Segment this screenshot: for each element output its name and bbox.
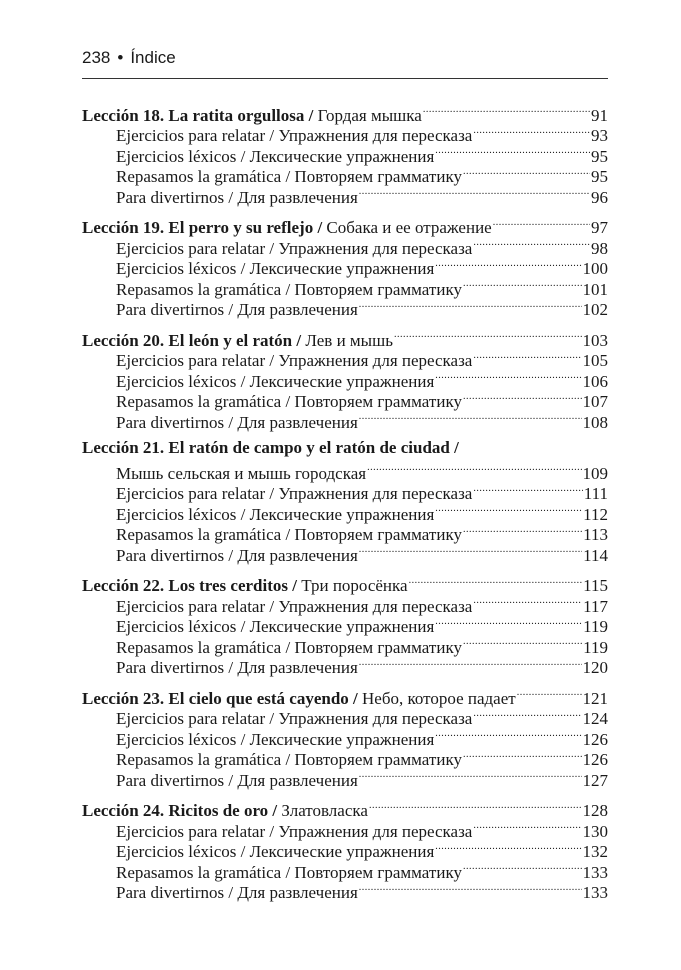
dot-leader bbox=[463, 387, 582, 408]
subentry-label: Para divertirnos / Для развлечения bbox=[116, 658, 358, 677]
lesson-title: Lección 19. El perro y su reflejo / bbox=[82, 218, 323, 237]
lesson-title: Lección 22. Los tres cerditos / bbox=[82, 576, 297, 595]
page-ref: 133 bbox=[582, 862, 608, 882]
page-ref: 119 bbox=[583, 637, 608, 657]
subentry-label: Repasamos la gramática / Повторяем грамматику bbox=[116, 392, 462, 411]
lesson-title: Lección 21. El ratón de campo y el ratón de ciudad / bbox=[82, 437, 459, 457]
dot-leader bbox=[435, 366, 581, 387]
subentry-label: Repasamos la gramática / Повторяем грамматику bbox=[116, 525, 462, 544]
table-of-contents bbox=[82, 100, 608, 908]
lesson-entry bbox=[82, 796, 608, 902]
page-ref: 115 bbox=[583, 576, 608, 595]
page-ref: 109 bbox=[582, 463, 608, 483]
subentry-label: Ejercicios léxicos / Лексические упражнения bbox=[116, 371, 435, 391]
subentry-label: Ejercicios léxicos / Лексические упражнения bbox=[116, 259, 435, 278]
subentry-label: Ejercicios para relatar / Упражнения для пересказа bbox=[116, 596, 473, 616]
page-ref: 101 bbox=[582, 279, 608, 299]
dot-leader bbox=[435, 612, 582, 633]
dot-leader bbox=[359, 540, 582, 561]
lesson-entry bbox=[82, 100, 608, 207]
dot-leader bbox=[394, 325, 582, 346]
page-ref: 108 bbox=[582, 412, 608, 432]
lesson-title-line bbox=[82, 796, 608, 820]
dot-leader bbox=[435, 254, 581, 275]
dot-leader bbox=[435, 837, 581, 858]
dot-leader bbox=[473, 233, 590, 254]
page-ref: 91 bbox=[591, 105, 608, 125]
page-ref: 95 bbox=[591, 146, 608, 166]
page-ref: 93 bbox=[591, 126, 608, 145]
lesson-entry bbox=[82, 325, 608, 432]
page-ref: 126 bbox=[582, 750, 608, 769]
section-title: Índice bbox=[130, 48, 176, 67]
dot-leader bbox=[359, 765, 582, 786]
dot-leader bbox=[517, 683, 582, 704]
subentry-label: Repasamos la gramática / Повторяем грамматику bbox=[116, 862, 462, 882]
dot-leader bbox=[369, 796, 582, 817]
subentry-label: Repasamos la gramática / Повторяем грамматику bbox=[116, 750, 462, 769]
dot-leader bbox=[423, 100, 590, 121]
dot-leader bbox=[359, 407, 582, 428]
subentry-label: Ejercicios léxicos / Лексические упражнения bbox=[116, 842, 435, 861]
page-ref: 130 bbox=[582, 821, 608, 841]
page-ref: 113 bbox=[583, 525, 608, 544]
dot-leader bbox=[473, 346, 581, 367]
page-ref: 126 bbox=[582, 729, 608, 749]
dot-leader bbox=[359, 295, 582, 316]
dot-leader bbox=[473, 704, 581, 725]
subentry-label: Para divertirnos / Для развлечения bbox=[116, 770, 358, 790]
dot-leader bbox=[409, 571, 583, 592]
page-ref: 103 bbox=[582, 330, 608, 350]
page-ref: 111 bbox=[583, 484, 608, 503]
lesson-title-line bbox=[82, 213, 608, 237]
lesson-subtitle: Небо, которое падает bbox=[362, 688, 516, 708]
dot-leader bbox=[359, 878, 582, 899]
subentry-label: Ejercicios para relatar / Упражнения для пересказа bbox=[116, 351, 473, 370]
lesson-entry bbox=[82, 683, 608, 790]
page-ref: 100 bbox=[582, 259, 608, 278]
lesson-title-line bbox=[82, 325, 608, 350]
dot-leader bbox=[463, 274, 582, 295]
subentry-label: Ejercicios para relatar / Упражнения для пересказа bbox=[116, 126, 473, 145]
lesson-title-line bbox=[82, 683, 608, 708]
lesson-title: Lección 20. El león y el ratón / bbox=[82, 330, 302, 350]
subentry-label: Repasamos la gramática / Повторяем грамматику bbox=[116, 637, 462, 657]
dot-leader bbox=[463, 162, 590, 183]
subentry-label: Ejercicios para relatar / Упражнения для пересказа bbox=[116, 821, 473, 841]
lesson-subtitle: Собака и ее отражение bbox=[326, 218, 492, 237]
lesson-title-line bbox=[82, 438, 608, 459]
dot-leader bbox=[359, 653, 582, 674]
lesson-subtitle: Златовласка bbox=[281, 801, 368, 820]
subentry-label: Ejercicios léxicos / Лексические упражнения bbox=[116, 729, 435, 749]
subentry-label: Ejercicios léxicos / Лексические упражнения bbox=[116, 146, 435, 166]
dot-leader bbox=[359, 182, 590, 203]
lesson-title-continuation-line bbox=[82, 458, 608, 483]
subentry-label: Ejercicios léxicos / Лексические упражнения bbox=[116, 504, 435, 524]
subentry-label: Para divertirnos / Для развлечения bbox=[116, 545, 358, 565]
page-ref: 128 bbox=[582, 801, 608, 820]
header-rule bbox=[82, 78, 608, 79]
lesson-title: Lección 23. El cielo que está cayendo / bbox=[82, 688, 358, 708]
page-ref: 98 bbox=[591, 238, 608, 258]
subentry-label: Para divertirnos / Для развлечения bbox=[116, 412, 358, 432]
dot-leader bbox=[435, 141, 590, 162]
running-header bbox=[82, 46, 608, 70]
lesson-subtitle: Три поросёнка bbox=[301, 576, 408, 595]
dot-leader bbox=[473, 816, 581, 837]
page-ref: 124 bbox=[582, 709, 608, 728]
lesson-entry bbox=[82, 437, 608, 565]
lesson-entry bbox=[82, 571, 608, 677]
subentry-label: Repasamos la gramática / Повторяем грамматику bbox=[116, 167, 462, 186]
page-ref: 96 bbox=[591, 187, 608, 207]
page-ref: 132 bbox=[582, 842, 608, 861]
lesson-entry bbox=[82, 213, 608, 319]
subentry-label: Ejercicios para relatar / Упражнения для пересказа bbox=[116, 484, 473, 503]
dot-leader bbox=[367, 458, 581, 479]
lesson-subtitle: Гордая мышка bbox=[317, 105, 422, 125]
lesson-title-line bbox=[82, 571, 608, 595]
dot-leader bbox=[435, 724, 581, 745]
dot-leader bbox=[435, 499, 582, 520]
page-number: 238 bbox=[82, 48, 111, 67]
dot-leader bbox=[463, 520, 582, 541]
page-ref: 120 bbox=[582, 658, 608, 677]
dot-leader bbox=[473, 591, 582, 612]
page-ref: 114 bbox=[583, 545, 608, 565]
page-ref: 97 bbox=[591, 218, 608, 237]
page-ref: 102 bbox=[582, 300, 608, 319]
subentry-label: Para divertirnos / Для развлечения bbox=[116, 300, 358, 319]
dot-leader bbox=[493, 213, 590, 234]
subentry-label: Repasamos la gramática / Повторяем грамматику bbox=[116, 279, 462, 299]
dot-leader bbox=[473, 479, 582, 500]
subentry-label: Ejercicios para relatar / Упражнения для пересказа bbox=[116, 238, 473, 258]
dot-leader bbox=[463, 745, 582, 766]
page-ref: 112 bbox=[583, 504, 608, 524]
page-ref: 133 bbox=[582, 883, 608, 902]
page-ref: 117 bbox=[583, 596, 608, 616]
subentry-label: Para divertirnos / Для развлечения bbox=[116, 187, 358, 207]
page-ref: 95 bbox=[591, 167, 608, 186]
lesson-subtitle: Лев и мышь bbox=[305, 330, 393, 350]
page-ref: 106 bbox=[582, 371, 608, 391]
page-ref: 119 bbox=[583, 617, 608, 636]
subentry-label: Ejercicios léxicos / Лексические упражнения bbox=[116, 617, 435, 636]
page-ref: 127 bbox=[582, 770, 608, 790]
subentry-label: Para divertirnos / Для развлечения bbox=[116, 883, 358, 902]
lesson-title-line bbox=[82, 100, 608, 125]
dot-leader bbox=[463, 632, 582, 653]
page-ref: 121 bbox=[582, 688, 608, 708]
lesson-title: Lección 24. Ricitos de oro / bbox=[82, 801, 278, 820]
lesson-subtitle: Мышь сельская и мышь городская bbox=[116, 463, 367, 483]
header-bullet: • bbox=[117, 48, 124, 67]
page-ref: 107 bbox=[582, 392, 608, 411]
dot-leader bbox=[463, 857, 582, 878]
subentry-label: Ejercicios para relatar / Упражнения для пересказа bbox=[116, 709, 473, 728]
page-ref: 105 bbox=[582, 351, 608, 370]
lesson-title: Lección 18. La ratita orgullosa / bbox=[82, 105, 314, 125]
dot-leader bbox=[473, 121, 590, 142]
